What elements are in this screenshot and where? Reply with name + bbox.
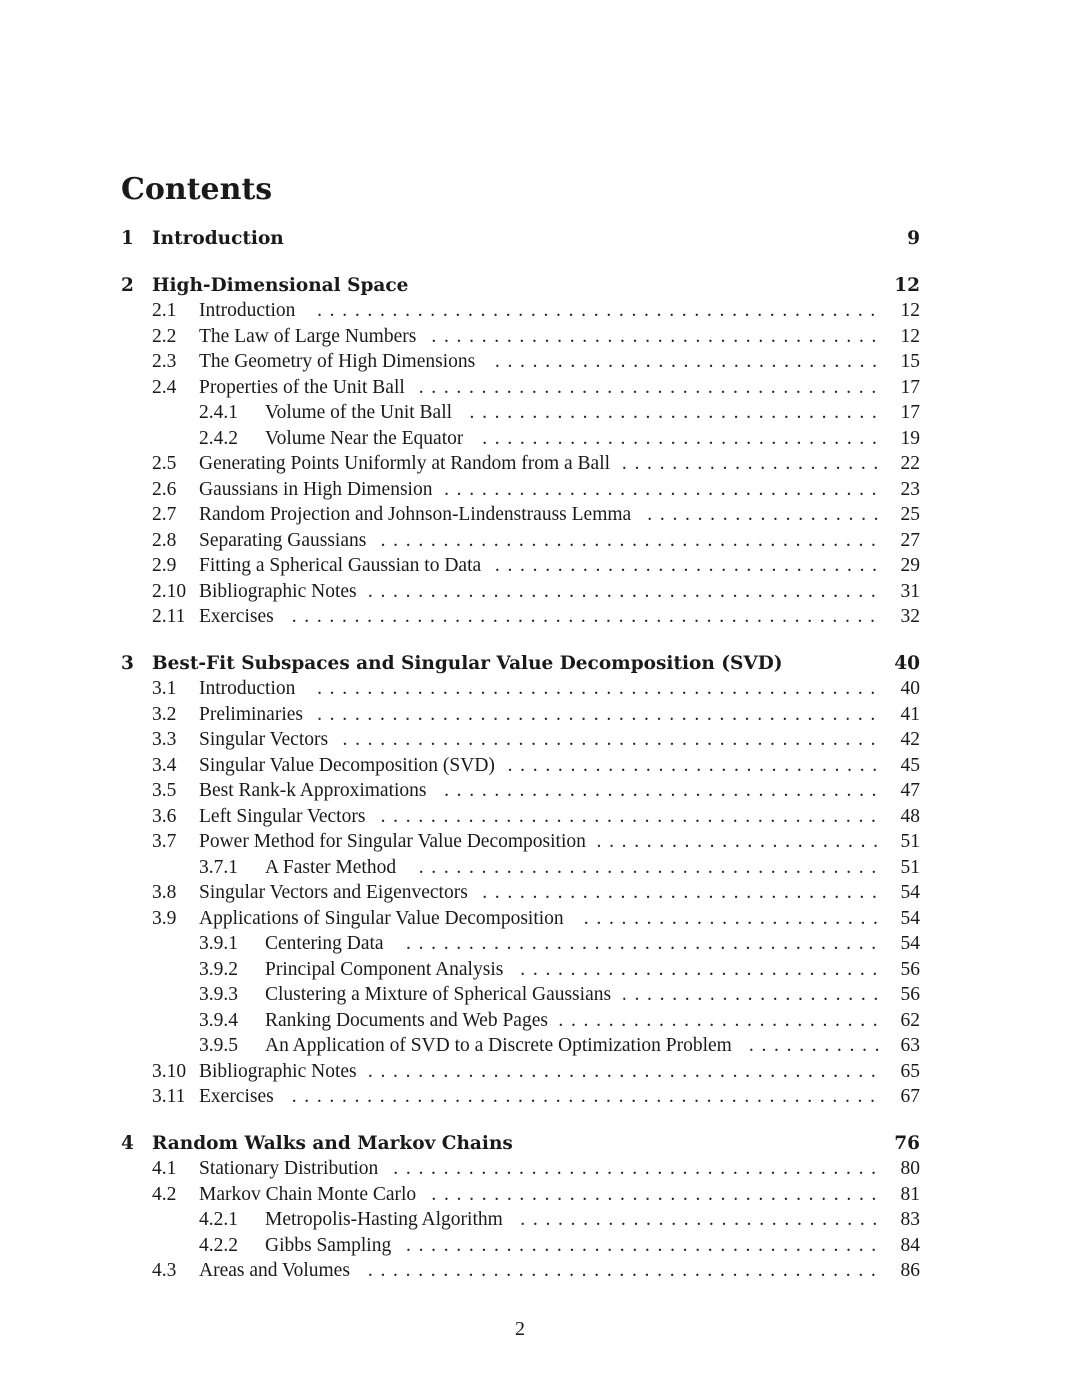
toc-entry-page: 62 [900,1009,920,1031]
dot-leader: ................................ [482,427,885,449]
toc-entry-title: Stationary Distribution [199,1158,379,1179]
toc-entry[interactable] [0,453,1080,478]
toc-entry-title: Singular Vectors [199,729,329,750]
toc-entry-number: 3.5 [152,780,177,801]
toc-entry-number: 3.2 [152,703,177,725]
dot-leader: ............................................. [317,300,883,321]
toc-entry[interactable] [0,831,1080,856]
dot-leader: .................................... [431,1183,885,1205]
toc-entry-number: 2.3 [152,351,177,372]
toc-entry-title: Gibbs Sampling [265,1234,392,1256]
toc-entry-page: 17 [900,402,920,423]
toc-entry[interactable] [0,606,1080,631]
toc-entry[interactable] [0,1260,1080,1285]
toc-entry[interactable] [0,755,1080,780]
toc-entry-page: 65 [900,1060,920,1082]
dot-leader: ............................................. [317,678,883,699]
toc-entry-page: 31 [900,580,920,602]
toc-entry[interactable] [0,1209,1080,1234]
toc-entry-page: 9 [907,228,920,249]
toc-entry-page: 40 [900,678,920,699]
toc-entry-title: High-Dimensional Space [152,274,409,296]
toc-entry-number: 2.8 [152,529,177,551]
toc-entry[interactable] [0,479,1080,504]
dot-leader: ............................... [494,351,885,372]
toc-entry-number: 2.10 [152,580,187,602]
toc-entry-page: 22 [900,453,920,474]
dot-leader: ......................................... [367,580,884,602]
dot-leader: ..................... [621,984,886,1005]
toc-entry[interactable] [0,780,1080,805]
toc-entry-title: Introduction [199,300,296,321]
toc-entry-number: 3.9.2 [199,958,238,980]
dot-leader: .................................... [431,325,885,347]
toc-entry-title: Best Rank-k Approximations [199,780,427,801]
toc-entry[interactable] [0,1086,1080,1111]
dot-leader: ........... [748,1035,888,1056]
toc-entry-page: 84 [900,1234,920,1256]
toc-entry-page: 81 [900,1183,920,1205]
toc-chapter[interactable] [0,653,1080,678]
toc-entry-title: Properties of the Unit Ball [199,376,405,398]
toc-entry-page: 12 [894,274,920,296]
toc-chapter[interactable] [0,275,1080,300]
toc-entry-title: Areas and Volumes [199,1260,350,1281]
dot-leader: ................... [647,504,887,525]
toc-entry-title: Best-Fit Subspaces and Singular Value Decomposition (SVD) [152,652,783,674]
toc-entry-page: 29 [900,555,920,576]
toc-entry-page: 40 [894,652,920,674]
dot-leader: ............................. [520,1209,885,1230]
toc-entry-number: 3.4 [152,754,177,776]
toc-entry-title: Random Walks and Markov Chains [152,1132,513,1154]
dot-leader: ........................................... [342,729,884,750]
toc-entry-page: 27 [900,529,920,551]
toc-entry-title: Introduction [152,228,284,249]
toc-entry-number: 4 [121,1132,134,1154]
toc-chapter[interactable] [0,228,1080,253]
toc-entry[interactable] [0,300,1080,325]
dot-leader: .............................. [507,754,885,776]
toc-entry[interactable] [0,806,1080,831]
dot-leader: ................................ [482,882,885,903]
toc-entry-title: Exercises [199,606,274,627]
toc-entry-number: 2.6 [152,478,177,500]
dot-leader: ..................... [621,453,886,474]
toc-entry-number: 3.9.4 [199,1009,238,1031]
dot-leader: ............................... [494,555,885,576]
toc-entry-number: 2.4 [152,376,177,398]
toc-entry-number: 3.7.1 [199,856,238,878]
toc-entry[interactable] [0,1010,1080,1035]
toc-entry-title: Volume Near the Equator [265,427,464,449]
dot-leader: ................................. [469,402,885,423]
toc-entry[interactable] [0,581,1080,606]
toc-entry-number: 2.5 [152,453,177,474]
dot-leader: ......................................... [367,1260,884,1281]
toc-entry-page: 47 [900,780,920,801]
toc-entry-number: 3.7 [152,831,177,852]
toc-entry[interactable] [0,857,1080,882]
toc-entry-page: 32 [900,606,920,627]
toc-entry[interactable] [0,1184,1080,1209]
toc-entry-title: Gaussians in High Dimension [199,478,433,500]
toc-entry-number: 3.1 [152,678,177,699]
toc-entry-page: 48 [900,805,920,827]
toc-entry-page: 83 [900,1209,920,1230]
toc-entry-number: 2.1 [152,300,177,321]
toc-entry-title: Singular Vectors and Eigenvectors [199,882,468,903]
toc-entry-page: 80 [900,1158,920,1179]
toc-entry-page: 23 [900,478,920,500]
toc-entry-title: Volume of the Unit Ball [265,402,453,423]
toc-entry-page: 17 [900,376,920,398]
page-title: Contents [121,172,273,207]
toc-entry-page: 25 [900,504,920,525]
toc-entry-title: Preliminaries [199,703,303,725]
toc-entry-page: 54 [900,907,920,929]
toc-entry-title: Singular Value Decomposition (SVD) [199,754,495,776]
dot-leader: ................................... [444,780,885,801]
toc-entry-page: 42 [900,729,920,750]
toc-entry-title: Separating Gaussians [199,529,367,551]
toc-entry[interactable] [0,402,1080,427]
dot-leader: ...................................... [406,1234,884,1256]
dot-leader: ............................................. [317,703,883,725]
toc-entry-title: Introduction [199,678,296,699]
toc-entry-number: 2.9 [152,555,177,576]
toc-entry-page: 56 [900,984,920,1005]
toc-entry-title: Bibliographic Notes [199,580,357,602]
toc-entry-page: 63 [900,1035,920,1056]
toc-entry-page: 67 [900,1086,920,1107]
toc-entry[interactable] [0,1035,1080,1060]
toc-entry-number: 2 [121,274,134,296]
toc-entry-number: 3.11 [152,1086,186,1107]
toc-entry[interactable] [0,351,1080,376]
toc-entry[interactable] [0,428,1080,453]
toc-entry-number: 3.9.3 [199,984,238,1005]
toc-entry[interactable] [0,984,1080,1009]
toc-entry-page: 54 [900,933,920,954]
toc-entry[interactable] [0,555,1080,580]
dot-leader: ............................................... [291,606,883,627]
toc-entry-page: 12 [900,325,920,347]
toc-entry-number: 2.7 [152,504,177,525]
toc-entry-page: 54 [900,882,920,903]
toc-entry-number: 3.10 [152,1060,187,1082]
toc-entry-number: 3.9 [152,907,177,929]
toc-entry-title: Exercises [199,1086,274,1107]
toc-entry-number: 3.3 [152,729,177,750]
toc-entry-number: 3.8 [152,882,177,903]
toc-entry-number: 4.2.2 [199,1234,238,1256]
toc-entry-number: 2.4.2 [199,427,238,449]
toc-entry[interactable] [0,933,1080,958]
toc-entry-page: 19 [900,427,920,449]
toc-entry-number: 2.2 [152,325,177,347]
dot-leader: ............................................... [291,1086,883,1107]
dot-leader: ........................ [583,907,886,929]
toc-entry-page: 86 [900,1260,920,1281]
toc-entry-page: 15 [900,351,920,372]
dot-leader: ....................................... [393,1158,884,1179]
toc-entry-title: Power Method for Singular Value Decomposition [199,831,586,852]
toc-entry-page: 76 [894,1132,920,1154]
toc-entry-number: 1 [121,228,134,249]
toc-entry-title: A Faster Method [265,856,397,878]
toc-entry-title: Fitting a Spherical Gaussian to Data [199,555,482,576]
toc-entry-title: An Application of SVD to a Discrete Optimization Problem [265,1035,732,1056]
toc-entry-page: 12 [900,300,920,321]
toc-entry-number: 3 [121,652,134,674]
toc-entry[interactable] [0,704,1080,729]
toc-entry[interactable] [0,908,1080,933]
dot-leader: ..................................... [418,856,884,878]
toc-entry-title: Bibliographic Notes [199,1060,357,1082]
toc-entry-number: 2.11 [152,606,186,627]
toc-entry[interactable] [0,326,1080,351]
page-number: 2 [515,1318,525,1340]
toc-entry-title: Applications of Singular Value Decomposition [199,907,564,929]
dot-leader: ...................................... [406,933,884,954]
toc-entry-title: Generating Points Uniformly at Random from a Ball [199,453,611,474]
dot-leader: ....................... [596,831,886,852]
toc-entry[interactable] [0,1061,1080,1086]
toc-chapter[interactable] [0,1133,1080,1158]
toc-entry-title: Ranking Documents and Web Pages [265,1009,548,1031]
toc-entry[interactable] [0,678,1080,703]
toc-entry-title: The Law of Large Numbers [199,325,417,347]
toc-entry-number: 4.3 [152,1260,177,1281]
toc-entry-page: 41 [900,703,920,725]
dot-leader: .......................... [558,1009,886,1031]
toc-entry-number: 4.2 [152,1183,177,1205]
toc-entry[interactable] [0,959,1080,984]
toc-entry-number: 3.9.5 [199,1035,238,1056]
toc-entry-title: Left Singular Vectors [199,805,366,827]
toc-entry-page: 45 [900,754,920,776]
toc-entry[interactable] [0,882,1080,907]
toc-entry[interactable] [0,1158,1080,1183]
dot-leader: ............................. [520,958,885,980]
toc-entry-number: 4.1 [152,1158,177,1179]
dot-leader: ..................................... [418,376,884,398]
toc-entry-title: Metropolis-Hasting Algorithm [265,1209,503,1230]
toc-entry-title: Clustering a Mixture of Spherical Gaussians [265,984,612,1005]
toc-entry[interactable] [0,530,1080,555]
toc-entry-number: 2.4.1 [199,402,238,423]
toc-entry-title: The Geometry of High Dimensions [199,351,476,372]
toc-entry[interactable] [0,504,1080,529]
dot-leader: ........................................ [380,805,884,827]
toc-entry-title: Markov Chain Monte Carlo [199,1183,417,1205]
toc-entry-title: Centering Data [265,933,384,954]
toc-entry-page: 51 [900,856,920,878]
toc-entry-number: 4.2.1 [199,1209,238,1230]
dot-leader: ......................................... [367,1060,884,1082]
dot-leader: ........................................ [380,529,884,551]
toc-entry-title: Random Projection and Johnson-Lindenstrauss Lemma [199,504,632,525]
toc-entry-page: 51 [900,831,920,852]
toc-entry-number: 3.6 [152,805,177,827]
toc-entry[interactable] [0,377,1080,402]
toc-entry-page: 56 [900,958,920,980]
toc-entry-number: 3.9.1 [199,933,238,954]
dot-leader: ................................... [444,478,885,500]
toc-entry-title: Principal Component Analysis [265,958,504,980]
toc-entry[interactable] [0,729,1080,754]
toc-entry[interactable] [0,1235,1080,1260]
